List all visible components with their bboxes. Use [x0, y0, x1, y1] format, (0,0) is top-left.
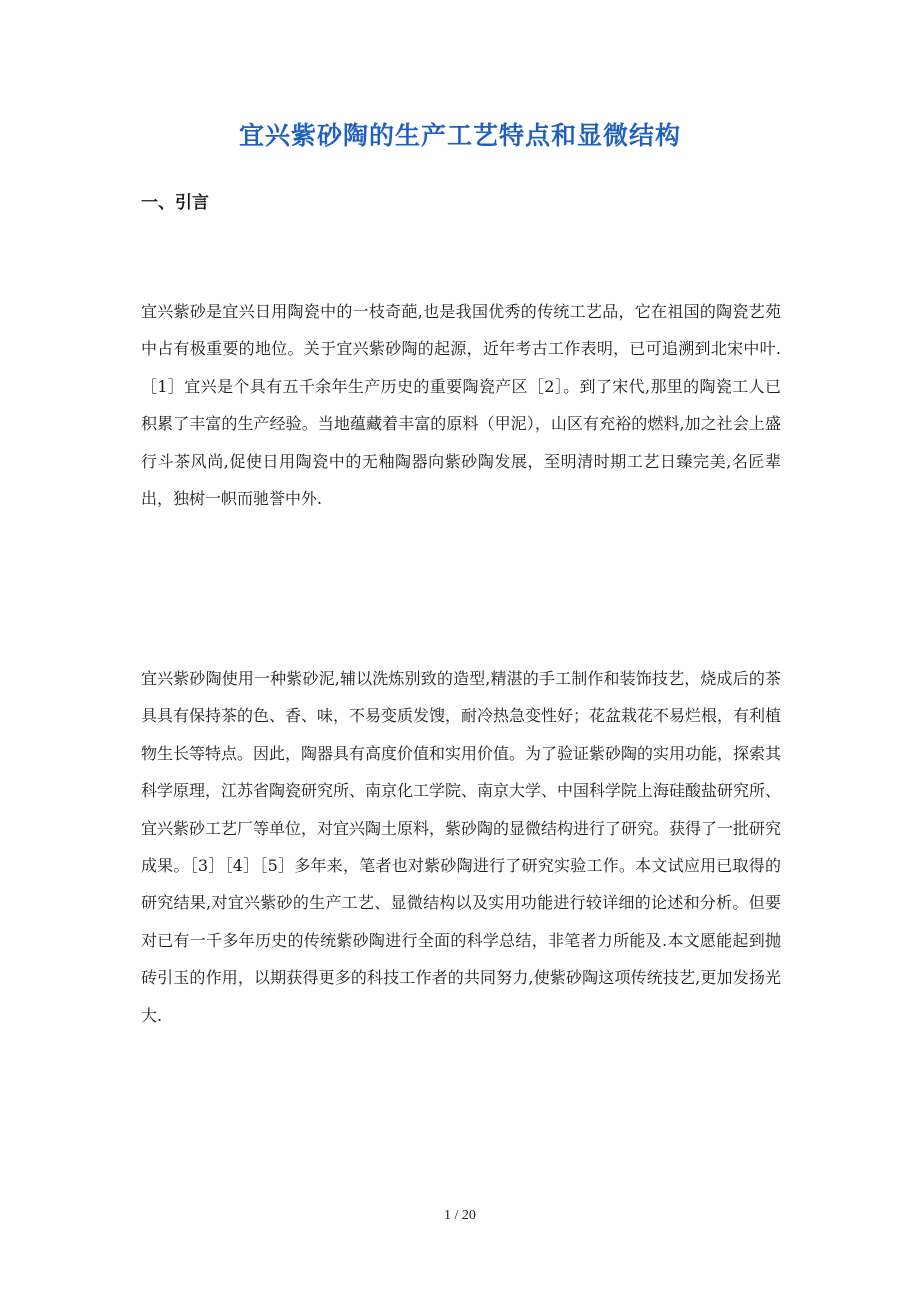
section-heading: 一、引言 — [141, 193, 209, 213]
document-title: 宜兴紫砂陶的生产工艺特点和显微结构 — [238, 121, 681, 150]
paragraph-introduction-2: 宜兴紫砂陶使用一种紫砂泥,辅以洗炼别致的造型,精湛的手工制作和装饰技艺，烧成后的茶具具有保持茶的色、香、味，不易变质发馊，耐冷热急变性好；花盆栽花不易烂根，有利植物生长等特点。因此，陶器具有高度价值和实用价值。为了验证紫砂陶的实用功能，探索其科学原理，江苏省陶瓷研究所、南京化工学院、南京大学、中国科学院上海硅酸盐研究所、宜兴紫砂工艺厂等单位，对宜兴陶土原料，紫砂陶的显微结构进行了研究。获得了一批研究成果。［3］［4］［5］多年来，笔者也对紫砂陶进行了研究实验工作。本文试应用已取得的研究结果,对宜兴紫砂的生产工艺、显微结构以及实用功能进行较详细的论述和分析。但要对已有一千多年历史的传统紫砂陶进行全面的科学总结，非笔者力所能及.本文愿能起到抛砖引玉的作用，以期获得更多的科技工作者的共同努力,使紫砂陶这项传统技艺,更加发扬光大. — [141, 669, 782, 1025]
page-number: 1 / 20 — [444, 1208, 476, 1223]
paragraph-introduction-1: 宜兴紫砂是宜兴日用陶瓷中的一枝奇葩,也是我国优秀的传统工艺品，它在祖国的陶瓷艺苑中占有极重要的地位。关于宜兴紫砂陶的起源，近年考古工作表明，已可追溯到北宋中叶.［1］宜兴是个具有五千余年生产历史的重要陶瓷产区［2］。到了宋代,那里的陶瓷工人已积累了丰富的生产经验。当地蕴藏着丰富的原料（甲泥），山区有充裕的燃料,加之社会上盛行斗茶风尚,促使日用陶瓷中的无釉陶器向紫砂陶发展，至明清时期工艺日臻完美,名匠辈出，独树一帜而驰誉中外. — [141, 302, 781, 509]
